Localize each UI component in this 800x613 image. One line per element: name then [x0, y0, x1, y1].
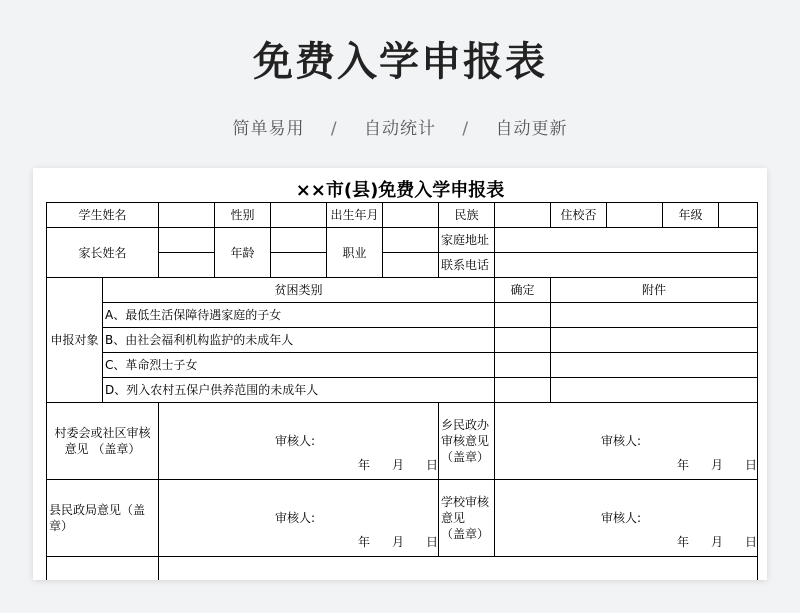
- age-cell[interactable]: [271, 228, 327, 253]
- phone-cell[interactable]: [495, 253, 758, 278]
- student-name-cell[interactable]: [159, 203, 215, 228]
- confirm-cell-b[interactable]: [495, 328, 551, 353]
- table-row: [47, 303, 758, 328]
- category-b: B、由社会福利机构监护的未成年人: [103, 328, 495, 353]
- header-attachment: 附件: [551, 278, 758, 303]
- label-occupation: 职业: [327, 228, 383, 278]
- table-row: [47, 203, 758, 228]
- table-row: [47, 228, 758, 253]
- approver-label: 审核人:: [601, 511, 642, 525]
- home-address-cell[interactable]: [495, 228, 758, 253]
- parent-name-cell[interactable]: [159, 228, 215, 253]
- confirm-cell-a[interactable]: [495, 303, 551, 328]
- table-row: [47, 557, 758, 581]
- occupation-cell-2[interactable]: [383, 253, 439, 278]
- label-school-opinion: 学校审核意见 （盖章）: [439, 480, 495, 557]
- label-birth: 出生年月: [327, 203, 383, 228]
- form-title: ××市(县)免费入学申报表: [295, 180, 505, 201]
- table-row: [47, 378, 758, 403]
- school-approval-cell[interactable]: [495, 480, 758, 557]
- table-row: [47, 480, 758, 557]
- township-approval-cell[interactable]: [495, 403, 758, 480]
- table-row: [47, 328, 758, 353]
- cut-off-cell: [159, 557, 758, 581]
- birth-cell[interactable]: [383, 203, 439, 228]
- table-row: [47, 403, 758, 480]
- occupation-cell[interactable]: [383, 228, 439, 253]
- category-c: C、革命烈士子女: [103, 353, 495, 378]
- label-county-opinion: 县民政局意见（盖章）: [47, 480, 159, 557]
- label-gender: 性别: [215, 203, 271, 228]
- category-d: D、列入农村五保户供养范围的未成年人: [103, 378, 495, 403]
- label-township-opinion: 乡民政办审核意见（盖章）: [439, 403, 495, 480]
- page-title: 免费入学申报表: [253, 39, 547, 85]
- feature-tags: [0, 114, 800, 139]
- county-approval-cell[interactable]: [159, 480, 439, 557]
- date-line: 年 月 日: [357, 535, 438, 549]
- attachment-cell-b[interactable]: [551, 328, 758, 353]
- category-a: A、最低生活保障待遇家庭的子女: [103, 303, 495, 328]
- header-confirm: 确定: [495, 278, 551, 303]
- label-parent-name: 家长姓名: [47, 228, 159, 278]
- date-line: 年 月 日: [676, 458, 757, 472]
- label-boarding: 住校否: [551, 203, 607, 228]
- date-line: 年 月 日: [676, 535, 757, 549]
- tag-auto-stats: 自动统计: [364, 119, 436, 139]
- approver-label: 审核人:: [275, 434, 316, 448]
- cut-off-cell: [47, 557, 159, 581]
- table-row: [47, 353, 758, 378]
- approver-label: 审核人:: [601, 434, 642, 448]
- confirm-cell-c[interactable]: [495, 353, 551, 378]
- label-village-opinion: 村委会或社区审核意见 （盖章）: [47, 403, 159, 480]
- age-cell-2[interactable]: [271, 253, 327, 278]
- attachment-cell-c[interactable]: [551, 353, 758, 378]
- attachment-cell-d[interactable]: [551, 378, 758, 403]
- application-form-table: [46, 202, 758, 580]
- grade-cell[interactable]: [719, 203, 758, 228]
- label-grade: 年级: [663, 203, 719, 228]
- tag-auto-update: 自动更新: [495, 119, 568, 139]
- tag-separator: /: [330, 119, 338, 139]
- table-row: [47, 278, 758, 303]
- parent-name-cell-2[interactable]: [159, 253, 215, 278]
- tag-easy: 简单易用: [232, 119, 305, 139]
- gender-cell[interactable]: [271, 203, 327, 228]
- form-preview-sheet: [33, 168, 767, 580]
- label-home-address: 家庭地址: [439, 228, 495, 253]
- label-phone: 联系电话: [439, 253, 495, 278]
- header-poverty-category: 贫困类别: [103, 278, 495, 303]
- ethnicity-cell[interactable]: [495, 203, 551, 228]
- attachment-cell-a[interactable]: [551, 303, 758, 328]
- date-line: 年 月 日: [357, 458, 438, 472]
- approver-label: 审核人:: [275, 511, 316, 525]
- village-approval-cell[interactable]: [159, 403, 439, 480]
- confirm-cell-d[interactable]: [495, 378, 551, 403]
- label-apply-target: 申报对象: [47, 278, 103, 403]
- tag-separator: /: [462, 119, 470, 139]
- label-ethnicity: 民族: [439, 203, 495, 228]
- label-student-name: 学生姓名: [47, 203, 159, 228]
- boarding-cell[interactable]: [607, 203, 663, 228]
- label-age: 年龄: [215, 228, 271, 278]
